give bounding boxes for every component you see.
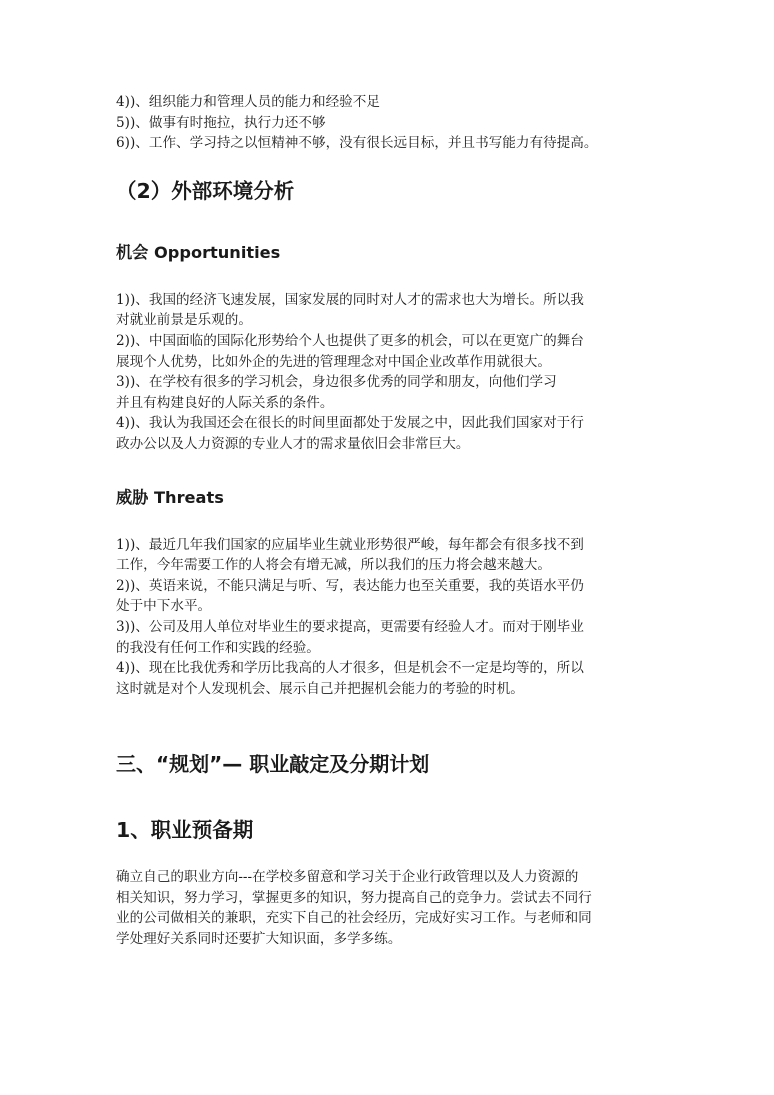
stage-1-body (116, 867, 661, 949)
opportunity-line: 3))、在学校有很多的学习机会，身边很多优秀的同学和朋友，向他们学习 (116, 374, 557, 391)
threat-line: 1))、最近几年我们国家的应届毕业生就业形势很严峻，每年都会有很多找不到 (116, 536, 584, 553)
opportunity-line: 对就业前景是乐观的。 (116, 312, 252, 329)
opportunity-line: 政办公以及人力资源的专业人才的需求量依旧会非常巨大。 (116, 435, 470, 452)
stage-1-heading: 1、职业预备期 (116, 818, 254, 843)
stage-1-line: 确立自己的职业方向---在学校多留意和学习关于企业行政管理以及人力资源的 (116, 869, 579, 886)
threat-line: 处于中下水平。 (116, 598, 212, 615)
weakness-item-4: 4))、组织能力和管理人员的能力和经验不足 (116, 94, 380, 110)
threat-line: 工作，今年需要工作的人将会有增无减，所以我们的压力将会越来越大。 (116, 557, 551, 574)
threat-line: 2))、英语来说，不能只满足与听、写，表达能力也至关重要，我的英语水平仍 (116, 577, 584, 594)
opportunity-line: 4))、我认为我国还会在很长的时间里面都处于发展之中，因此我们国家对于行 (116, 415, 584, 432)
weakness-list-tail (116, 92, 661, 154)
threat-line: 4))、现在比我优秀和学历比我高的人才很多，但是机会不一定是均等的，所以 (116, 660, 584, 677)
opportunity-line: 并且有构建良好的人际关系的条件。 (116, 394, 334, 411)
threats-list (116, 535, 661, 700)
opportunities-list (116, 290, 661, 455)
stage-1-line: 相关知识，努力学习，掌握更多的知识，努力提高自己的竞争力。尝试去不同行 (116, 889, 592, 906)
threat-line: 的我没有任何工作和实践的经验。 (116, 639, 320, 656)
page-content (116, 92, 661, 950)
opportunity-line: 1))、我国的经济飞速发展，国家发展的同时对人才的需求也大为增长。所以我 (116, 291, 584, 308)
threats-heading: 威胁 Threats (116, 487, 224, 507)
weakness-item-6: 6))、工作、学习持之以恒精神不够，没有很长远目标，并且书写能力有待提高。 (116, 135, 598, 152)
weakness-item-5: 5))、做事有时拖拉，执行力还不够 (116, 114, 326, 131)
external-environment-heading: （2）外部环境分析 (116, 178, 295, 203)
threat-line: 3))、公司及用人单位对毕业生的要求提高，更需要有经验人才。而对于刚毕业 (116, 618, 584, 635)
stage-1-line: 学处理好关系同时还要扩大知识面，多学多练。 (116, 931, 402, 948)
opportunities-heading: 机会 Opportunities (116, 242, 281, 262)
threat-line: 这时就是对个人发现机会、展示自己并把握机会能力的考验的时机。 (116, 680, 524, 697)
opportunity-line: 展现个人优势，比如外企的先进的管理理念对中国企业改革作用就很大。 (116, 353, 551, 370)
opportunity-line: 2))、中国面临的国际化形势给个人也提供了更多的机会，可以在更宽广的舞台 (116, 332, 584, 349)
stage-1-line: 业的公司做相关的兼职，充实下自己的社会经历，完成好实习工作。与老师和同 (116, 910, 592, 927)
section-3-heading: 三、“规划”— 职业敲定及分期计划 (116, 752, 430, 777)
